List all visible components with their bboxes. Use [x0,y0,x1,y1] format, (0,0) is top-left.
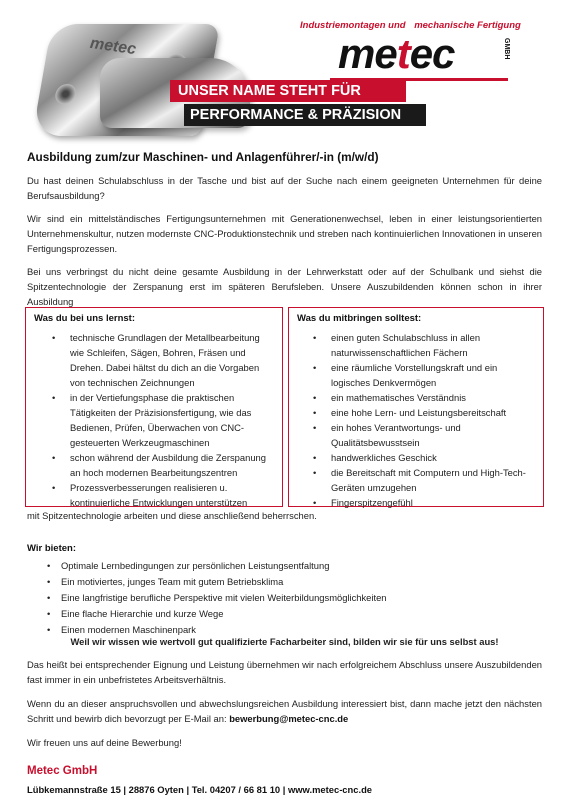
closing-section [27,657,542,759]
list-item: • technische Grundlagen der Metallbearbeitung wie Schleifen, Sägen, Bohren, Fräsen und Drehen. Dabei hältst du dich an die Vorgaben von technischen Zeichnungen [26,330,282,390]
intro-paragraph: Wir sind ein mittelständisches Fertigungsunternehmen mit Generationenwechsel, leben in einer leistungsorientierten Unternehmenskultur, nutzen modernste CNC-Produktionstechnik und streben nach kontinuierlichen Innovationen in unseren Fertigungsprozessen. [27,213,542,254]
offer-list [27,558,542,638]
application-email-link[interactable]: bewerbung@metec-cnc.de [229,713,349,724]
list-item: • Eine langfristige berufliche Perspektive mit vielen Weiterbildungsmöglichkeiten [27,590,542,606]
list-item: • in der Vertiefungsphase die praktischen Tätigkeiten der Präzisionsfertigung, wie das Bedienen, Prüfen, Überwachen von CNC-gesteuerten Werkzeugmaschinen [26,390,282,450]
learn-box-heading: Was du bei uns lernst: [34,313,135,324]
application-text: Wenn du an dieser anspruchsvollen und abwechslungsreichen Ausbildung interessiert bist, dann mache jetzt den nächsten Schritt und bewirb dich bevorzugt per E-Mail an: [27,698,542,724]
list-item: • Eine flache Hierarchie und kurze Wege [27,606,542,622]
learn-list [26,330,282,510]
list-item: • handwerkliches Geschick [289,450,543,465]
footer-company-name: Metec GmbH [27,765,98,777]
footer-address: Lübkemannstraße 15 | 28876 Oyten | Tel. 04207 / 66 81 10 | www.metec-cnc.de [27,784,373,795]
list-item: • einen guten Schulabschluss in allen naturwissenschaftlichen Fächern [289,330,543,360]
tagline-left: Industriemontagen und [300,20,406,31]
logo-text-start: me [338,30,397,77]
requirements-box [288,307,544,507]
intro-section [27,150,542,317]
application-paragraph [27,696,542,726]
tagline-right: mechanische Fertigung [414,20,521,31]
list-item: • Optimale Lernbedingungen zur persönlichen Leistungsentfaltung [27,558,542,574]
job-title: Ausbildung zum/zur Maschinen- und Anlagenführer/-in (m/w/d) [27,150,379,164]
closing-paragraph: Das heißt bei entsprechender Eignung und Leistung übernehmen wir nach erfolgreichem Abschluss unsere Auszubildenden fast immer in ein unbefristetes Arbeitsverhältnis. [27,659,542,685]
header-banner [0,0,570,140]
part-hole [54,84,78,104]
closing-greeting: Wir freuen uns auf deine Bewerbung! [27,737,182,748]
logo-suffix: GMBH [503,38,510,60]
part-engraving: metec [88,34,138,59]
list-item: • Ein motiviertes, junges Team mit gutem Betriebsklima [27,574,542,590]
highlight-statement: Weil wir wissen wie wertvoll gut qualifizierte Facharbeiter sind, bilden wir sie für uns selbst aus! [70,636,499,647]
slogan-band-top: UNSER NAME STEHT FÜR [170,80,406,102]
requirements-list [289,330,543,510]
list-item: • Fingerspitzengefühl [289,495,543,510]
offer-section [27,541,542,638]
list-item: • ein mathematisches Verständnis [289,390,543,405]
list-item: • ein hohes Verantwortungs- und Qualitätsbewusstsein [289,420,543,450]
learn-box [25,307,283,507]
logo-text-end: ec [409,30,455,77]
slogan-band-bottom: PERFORMANCE & PRÄZISION [184,104,426,126]
company-logo [338,30,454,78]
intro-paragraph: Bei uns verbringst du nicht deine gesamte Ausbildung in der Lehrwerkstatt oder auf der Schulbank und siehst die Spitzentechnologie der Zerspanung erst im späteren Berufsleben. Unsere Auszubildenden können schon in ihrer Ausbildung [27,266,542,307]
list-item: • die Bereitschaft mit Computern und High-Tech-Geräten umzugehen [289,465,543,495]
intro-continuation: mit Spitzentechnologie arbeiten und diese anschließend beherrschen. [27,510,317,521]
intro-paragraph: Du hast deinen Schulabschluss in der Tasche und bist auf der Suche nach einem geeigneten Unternehmen für deine Berufsausbildung? [27,175,542,201]
list-item: • Prozessverbesserungen realisieren u. kontinuierliche Entwicklungen unterstützen [26,480,282,510]
logo-text-accent: t [396,30,410,77]
list-item: • Einen modernen Maschinenpark [27,622,542,638]
list-item: • eine hohe Lern- und Leistungsbereitschaft [289,405,543,420]
requirements-box-heading: Was du mitbringen solltest: [297,313,422,324]
list-item: • eine räumliche Vorstellungskraft und ein logisches Denkvermögen [289,360,543,390]
offer-heading: Wir bieten: [27,543,76,554]
list-item: • schon während der Ausbildung die Zerspanung an hoch modernen Bearbeitungszentren [26,450,282,480]
